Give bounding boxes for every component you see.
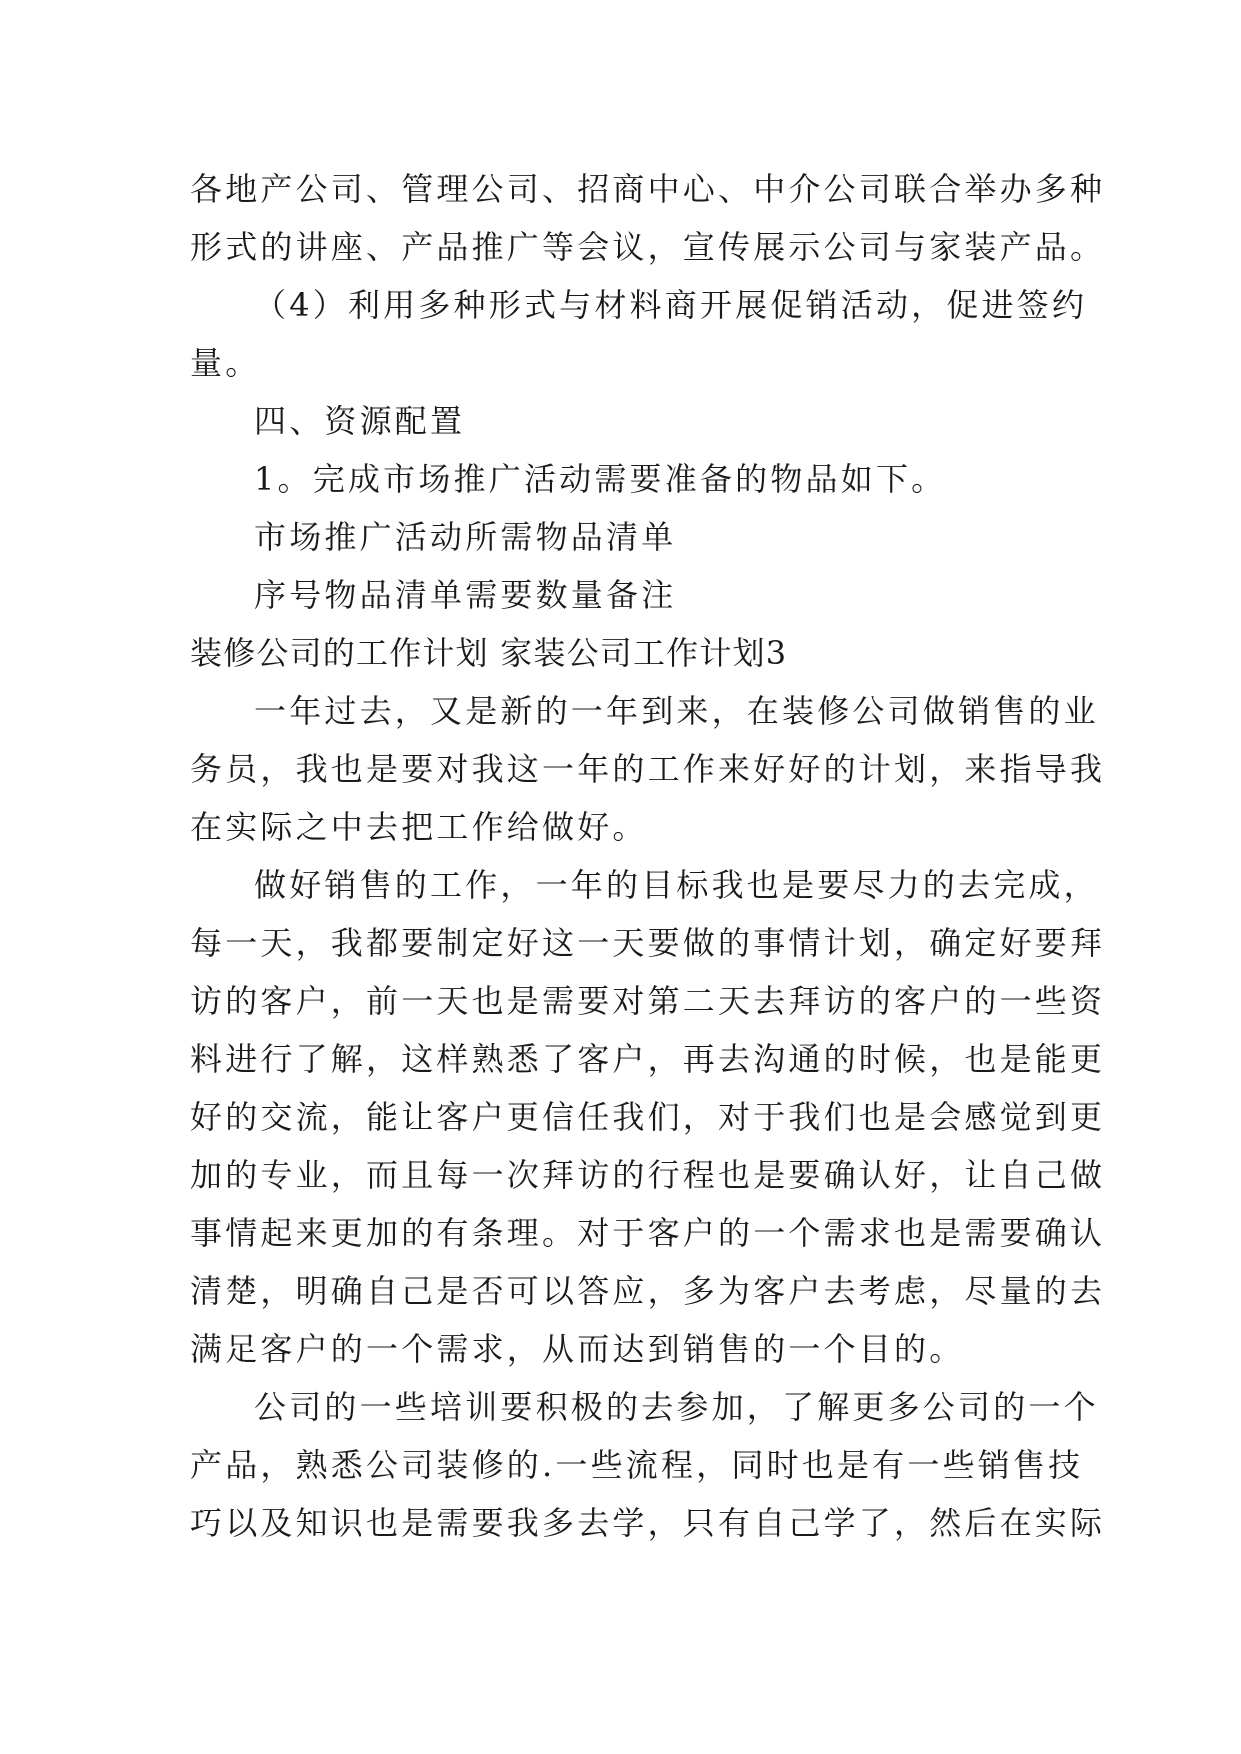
- text-line: 量。: [190, 344, 261, 382]
- text-line: 市场推广活动所需物品清单: [254, 518, 677, 556]
- section-heading: 装修公司的工作计划 家装公司工作计划3: [190, 634, 788, 672]
- text-line: 好的交流，能让客户更信任我们，对于我们也是会感觉到更: [190, 1098, 1106, 1136]
- text-line: 各地产公司、管理公司、招商中心、中介公司联合举办多种: [190, 170, 1106, 208]
- text-line: 做好销售的工作，一年的目标我也是要尽力的去完成，: [254, 866, 1099, 904]
- text-line: 产品，熟悉公司装修的.一些流程，同时也是有一些销售技: [190, 1446, 1084, 1484]
- text-line: 巧以及知识也是需要我多去学，只有自己学了，然后在实际: [190, 1504, 1106, 1542]
- text-line: 料进行了解，这样熟悉了客户，再去沟通的时候，也是能更: [190, 1040, 1106, 1078]
- text-line: 形式的讲座、产品推广等会议，宣传展示公司与家装产品。: [190, 228, 1106, 266]
- text-line: 1。完成市场推广活动需要准备的物品如下。: [254, 460, 947, 498]
- text-line: 事情起来更加的有条理。对于客户的一个需求也是需要确认: [190, 1214, 1106, 1252]
- document-body: [190, 160, 1106, 1552]
- text-line: 公司的一些培训要积极的去参加，了解更多公司的一个: [254, 1388, 1099, 1426]
- text-line: 务员，我也是要对我这一年的工作来好好的计划，来指导我: [190, 750, 1106, 788]
- text-line: 每一天，我都要制定好这一天要做的事情计划，确定好要拜: [190, 924, 1106, 962]
- text-line: 四、资源配置: [254, 402, 466, 440]
- text-line: 清楚，明确自己是否可以答应，多为客户去考虑，尽量的去: [190, 1272, 1106, 1310]
- text-line: 一年过去，又是新的一年到来，在装修公司做销售的业: [254, 692, 1099, 730]
- text-line: 加的专业，而且每一次拜访的行程也是要确认好，让自己做: [190, 1156, 1106, 1194]
- text-line: 访的客户，前一天也是需要对第二天去拜访的客户的一些资: [190, 982, 1106, 1020]
- text-line: 满足客户的一个需求，从而达到销售的一个目的。: [190, 1330, 965, 1368]
- text-line: 序号物品清单需要数量备注: [254, 576, 677, 614]
- text-line: 在实际之中去把工作给做好。: [190, 808, 648, 846]
- text-line: （4）利用多种形式与材料商开展促销活动，促进签约: [254, 286, 1088, 324]
